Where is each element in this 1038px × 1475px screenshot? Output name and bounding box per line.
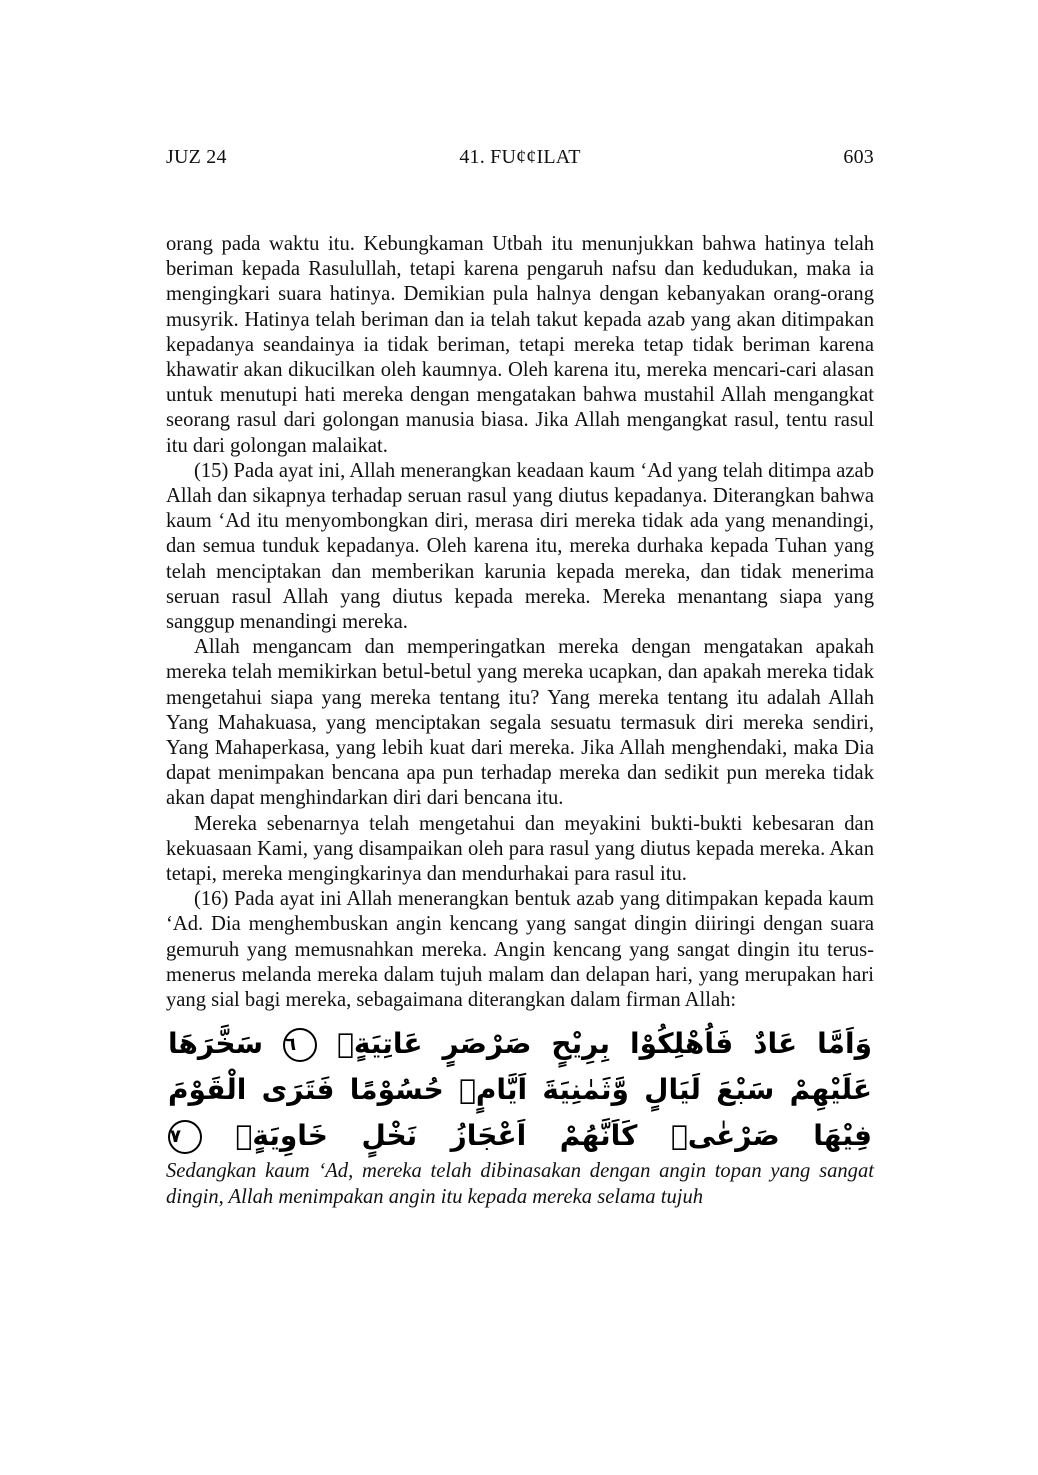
verse-translation: Sedangkan kaum ‘Ad, mereka telah dibinasakan dengan angin topan yang sangat dingin, Allah menimpakan angin itu kepada mereka selama tujuh [166, 1160, 874, 1208]
juz-label: JUZ 24 [166, 146, 227, 168]
arabic-verse-part: وَاَمَّا عَادٌ فَاُهْلِكُوْا بِرِيْحٍ صَرْصَرٍ عَاتِيَةٍۙ [337, 1027, 873, 1061]
arabic-verse [166, 1021, 874, 1159]
body-text [166, 232, 874, 1210]
paragraph: orang pada waktu itu. Kebungkaman Utbah itu menunjukkan bahwa hatinya telah beriman kepada Rasulullah, tetapi karena pengaruh nafsu dan kedudukan, maka ia mengingkari suara hatinya. Demikian pula halnya dengan kebanyakan orang-orang musyrik. Hatinya telah beriman dan ia telah takut kepada azab yang akan ditimpakan kepadanya seandainya ia tidak beriman, tetapi mereka tetap tidak beriman karena khawatir akan dikucilkan oleh kaumnya. Oleh karena itu, mereka mencari-cari alasan untuk menutupi hati mereka dengan mengatakan bahwa mustahil Allah mengangkat seorang rasul dari golongan manusia biasa. Jika Allah mengangkat rasul, tentu rasul itu dari golongan malaikat. [166, 233, 874, 457]
verse-number-marker: ٧ [168, 1120, 202, 1154]
paragraph: (16) Pada ayat ini Allah menerangkan bentuk azab yang ditimpakan kepada kaum ‘Ad. Dia menghembuskan angin kencang yang sangat dingin diiringi dengan suara gemuruh yang memusnahkan mereka. Angin kencang yang sangat dingin itu terus-menerus melanda mereka dalam tujuh malam dan delapan hari, yang merupakan hari yang sial bagi mereka, sebagaimana diterangkan dalam firman Allah: [166, 888, 874, 1012]
surah-title: 41. FU¢¢ILAT [459, 146, 581, 168]
paragraph: (15) Pada ayat ini, Allah menerangkan keadaan kaum ‘Ad yang telah ditimpa azab Allah dan sikapnya terhadap seruan rasul yang diutus kepadanya. Diterangkan bahwa kaum ‘Ad itu menyombongkan diri, merasa diri mereka tidak ada yang menandingi, dan semua tunduk kepadanya. Oleh karena itu, mereka durhaka kepada Tuhan yang telah menciptakan dan memberikan karunia kepada mereka, dan tidak menerima seruan rasul Allah yang diutus kepada mereka. Mereka menantang siapa yang sanggup menandingi mereka. [166, 459, 874, 634]
page-header [166, 146, 874, 176]
paragraph: Mereka sebenarnya telah mengetahui dan meyakini bukti-bukti kebesaran dan kekuasaan Kami, yang disampaikan oleh para rasul yang diutus kepada mereka. Akan tetapi, mereka mengingkarinya dan mendurhakai para rasul itu. [166, 812, 874, 886]
arabic-verse-part: سَخَّرَهَا عَلَيْهِمْ سَبْعَ لَيَالٍ وَّثَمٰنِيَةَ اَيَّامٍۙ حُسُوْمًا فَتَرَى الْقَوْمَ فِيْهَا صَرْعٰىۙ كَاَنَّهُمْ اَعْجَازُ نَخْلٍ خَاوِيَةٍۚ [168, 1027, 873, 1153]
page-number: 603 [843, 146, 874, 168]
paragraph: Allah mengancam dan memperingatkan mereka dengan mengatakan apakah mereka telah memikirkan betul-betul yang mereka ucapkan, dan apakah mereka tidak mengetahui siapa yang mereka tentang itu? Yang mereka tentang itu adalah Allah Yang Mahakuasa, yang menciptakan segala sesuatu termasuk diri mereka sendiri, Yang Mahaperkasa, yang lebih kuat dari mereka. Jika Allah menghendaki, maka Dia dapat menimpakan bencana apa pun terhadap mereka dan sedikit pun mereka tidak akan dapat menghindarkan diri dari bencana itu. [166, 636, 874, 810]
verse-number-marker: ٦ [283, 1028, 317, 1062]
